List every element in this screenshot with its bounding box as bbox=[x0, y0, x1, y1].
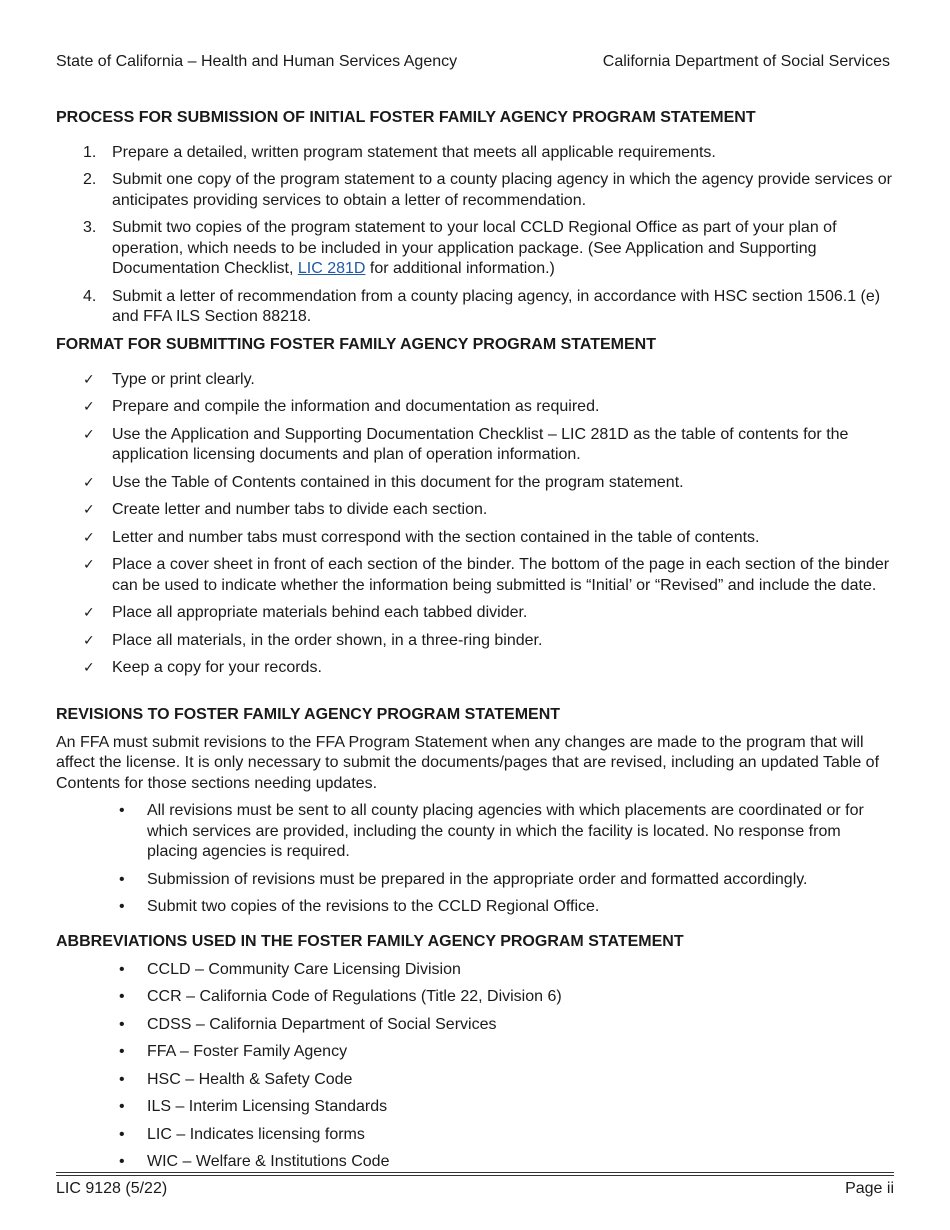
list-item-text: ILS – Interim Licensing Standards bbox=[147, 1098, 388, 1115]
bullet-icon: • bbox=[119, 1125, 125, 1143]
list-item-text: CDSS – California Department of Social Services bbox=[147, 1015, 497, 1033]
list-number: 4. bbox=[83, 287, 97, 305]
list-item bbox=[56, 500, 894, 521]
list-item bbox=[56, 218, 894, 280]
list-item-text: Create letter and number tabs to divide each section. bbox=[112, 501, 488, 518]
bullet-icon: • bbox=[119, 988, 125, 1005]
list-item-text: Use the Table of Contents contained in this document for the program statement. bbox=[112, 473, 684, 491]
list-item bbox=[56, 1015, 894, 1036]
checkmark-icon: ✓ bbox=[83, 557, 95, 573]
list-item bbox=[56, 1152, 894, 1173]
list-item-text: FFA – Foster Family Agency bbox=[147, 1043, 348, 1060]
bullet-icon: • bbox=[119, 870, 125, 888]
list-item-text: Submission of revisions must be prepared in the appropriate order and formatted accordingly. bbox=[147, 870, 808, 888]
list-item bbox=[56, 658, 894, 679]
list-item bbox=[56, 528, 894, 549]
list-item-text: CCR – California Code of Regulations (Title 22, Division 6) bbox=[147, 988, 562, 1005]
form-number: LIC 9128 (5/22) bbox=[56, 1180, 168, 1197]
list-item-text: Keep a copy for your records. bbox=[112, 659, 322, 676]
format-list bbox=[56, 370, 894, 679]
checkmark-icon: ✓ bbox=[83, 502, 95, 518]
list-item-text: Letter and number tabs must correspond with the section contained in the table of contents. bbox=[112, 528, 760, 546]
process-list bbox=[56, 143, 894, 328]
page-number: Page ii bbox=[845, 1180, 894, 1197]
process-title: PROCESS FOR SUBMISSION OF INITIAL FOSTER FAMILY AGENCY PROGRAM STATEMENT bbox=[56, 109, 756, 126]
list-item-text: Submit a letter of recommendation from a county placing agency, in accordance with HSC section 1506.1 (e) and FFA ILS Section 88218. bbox=[112, 287, 881, 325]
list-item bbox=[56, 1097, 894, 1118]
bullet-icon: • bbox=[119, 802, 125, 819]
header-agency: State of California – Health and Human Services Agency bbox=[56, 53, 458, 70]
list-item bbox=[56, 143, 894, 164]
checkmark-icon: ✓ bbox=[83, 529, 95, 546]
checkmark-icon: ✓ bbox=[83, 399, 95, 415]
revisions-section bbox=[56, 705, 894, 918]
checkmark-icon: ✓ bbox=[83, 474, 95, 491]
list-item-text: Prepare a detailed, written program statement that meets all applicable requirements. bbox=[112, 143, 716, 161]
footer-rule bbox=[56, 1172, 894, 1173]
list-item-text: All revisions must be sent to all county placing agencies with which placements are coordinated or for which services are provided, including the county in which the facility is located. No response from placing agencies is required. bbox=[147, 802, 864, 860]
list-number: 2. bbox=[83, 171, 97, 188]
bullet-icon: • bbox=[119, 1043, 125, 1060]
list-item bbox=[56, 170, 894, 211]
page-header bbox=[56, 52, 894, 74]
checkmark-icon: ✓ bbox=[83, 632, 95, 649]
list-item-text: Place all materials, in the order shown, in a three-ring binder. bbox=[112, 631, 543, 649]
format-title: FORMAT FOR SUBMITTING FOSTER FAMILY AGENCY PROGRAM STATEMENT bbox=[56, 336, 656, 353]
list-item-text: LIC – Indicates licensing forms bbox=[147, 1125, 365, 1143]
list-item-text: Use the Application and Supporting Documentation Checklist – LIC 281D as the table of contents for the application licensing documents and plan of operation information. bbox=[112, 425, 849, 463]
list-item-text-before: Submit two copies of the program statement to your local CCLD Regional Office as part of your plan of operation, which needs to be included in your application package. (See Application and Supporting Documentation Checklist, bbox=[112, 219, 837, 277]
header-department: California Department of Social Services bbox=[602, 53, 890, 70]
list-item bbox=[56, 897, 894, 918]
bullet-icon: • bbox=[119, 1070, 125, 1088]
footer-rule-secondary bbox=[56, 1175, 894, 1176]
list-item-text: Place a cover sheet in front of each section of the binder. The bottom of the page in each section of the binder can be used to indicate whether the information being submitted is “Initial’ or “Revised” and include the date. bbox=[112, 556, 890, 594]
list-item bbox=[56, 1042, 894, 1063]
list-item bbox=[56, 473, 894, 494]
list-item bbox=[56, 287, 894, 328]
list-item-text: WIC – Welfare & Institutions Code bbox=[147, 1153, 390, 1170]
list-item bbox=[56, 1070, 894, 1091]
bullet-icon: • bbox=[119, 960, 125, 978]
revisions-intro: An FFA must submit revisions to the FFA Program Statement when any changes are made to the program that will affect the license. It is only necessary to submit the documents/pages that are revised, including an updated Table of Contents for those sections needing updates. bbox=[56, 733, 880, 792]
list-number: 3. bbox=[83, 219, 97, 236]
list-item-text-after: for additional information.) bbox=[365, 260, 555, 277]
list-item-text: Submit two copies of the revisions to the CCLD Regional Office. bbox=[147, 898, 600, 915]
revisions-list bbox=[56, 801, 894, 918]
list-item bbox=[56, 987, 894, 1008]
list-item-text: HSC – Health & Safety Code bbox=[147, 1070, 353, 1088]
list-item bbox=[56, 425, 894, 466]
list-number: 1. bbox=[83, 143, 97, 161]
bullet-icon: • bbox=[119, 1098, 125, 1115]
list-item-text: Place all appropriate materials behind each tabbed divider. bbox=[112, 604, 528, 621]
list-item bbox=[56, 603, 894, 624]
list-item bbox=[56, 870, 894, 891]
list-item-text: CCLD – Community Care Licensing Division bbox=[147, 960, 461, 978]
bullet-icon: • bbox=[119, 1153, 125, 1170]
page-footer bbox=[56, 1179, 894, 1201]
lic-281d-link[interactable]: LIC 281D bbox=[297, 260, 366, 277]
list-item bbox=[56, 370, 894, 391]
checkmark-icon: ✓ bbox=[83, 605, 95, 621]
abbreviations-section bbox=[56, 932, 894, 1173]
list-item bbox=[56, 555, 894, 596]
bullet-icon: • bbox=[119, 898, 125, 915]
checkmark-icon: ✓ bbox=[83, 660, 95, 676]
list-item bbox=[56, 801, 894, 863]
list-item-text: Submit one copy of the program statement to a county placing agency in which the agency provide services or anticipates providing services to obtain a letter of recommendation. bbox=[112, 171, 892, 209]
list-item bbox=[56, 397, 894, 418]
list-item bbox=[56, 631, 894, 652]
process-section bbox=[56, 108, 894, 328]
list-item bbox=[56, 1125, 894, 1146]
list-item-text: Type or print clearly. bbox=[112, 370, 255, 388]
list-item bbox=[56, 960, 894, 981]
bullet-icon: • bbox=[119, 1015, 125, 1033]
abbreviations-title: ABBREVIATIONS USED IN THE FOSTER FAMILY AGENCY PROGRAM STATEMENT bbox=[56, 933, 684, 950]
checkmark-icon: ✓ bbox=[83, 371, 95, 388]
revisions-title: REVISIONS TO FOSTER FAMILY AGENCY PROGRAM STATEMENT bbox=[56, 706, 561, 723]
checkmark-icon: ✓ bbox=[83, 426, 95, 443]
abbreviations-list bbox=[56, 960, 894, 1173]
list-item-text: Prepare and compile the information and documentation as required. bbox=[112, 398, 600, 415]
format-section bbox=[56, 335, 894, 679]
